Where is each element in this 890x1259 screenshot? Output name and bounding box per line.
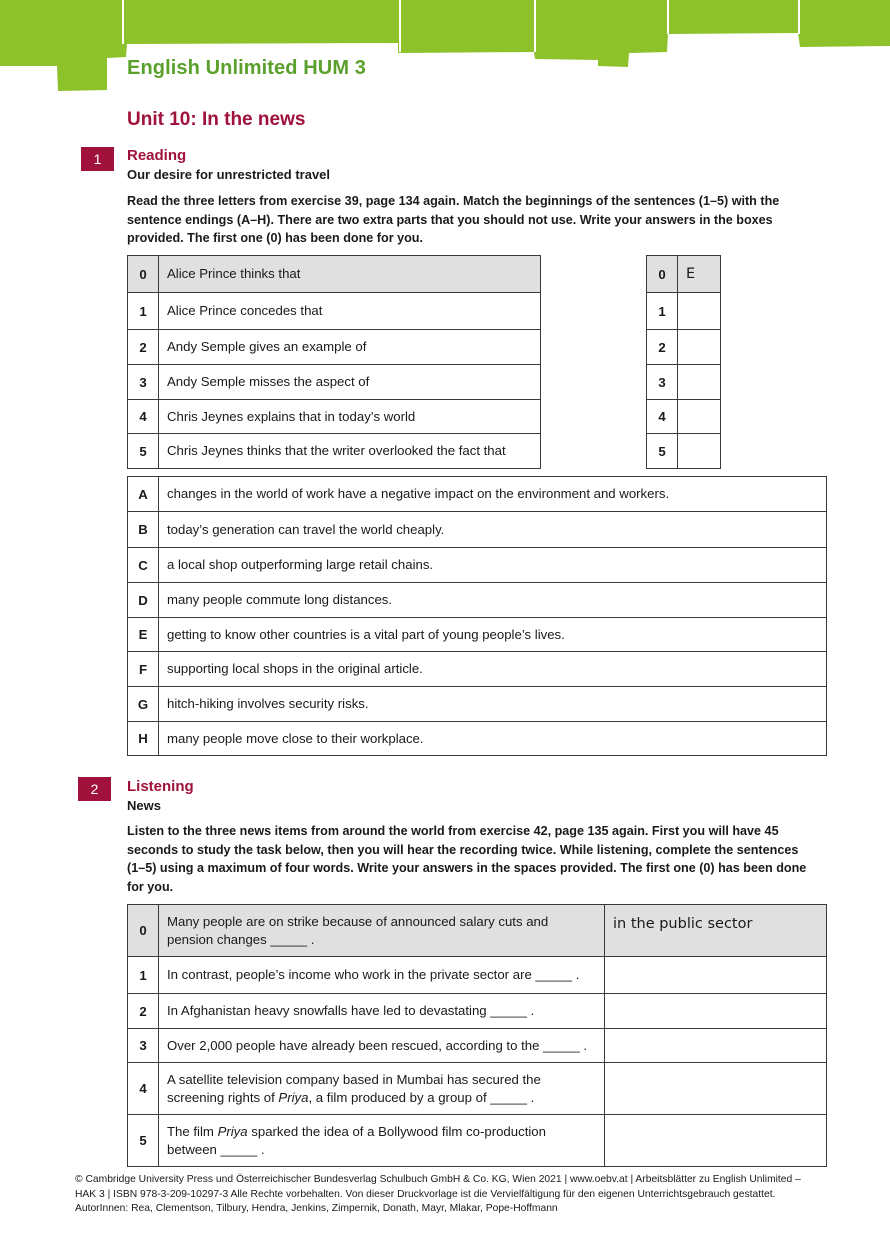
answer-number: 3	[647, 365, 678, 400]
sentence-part: A satellite television company based in Mumbai has secured the screening rights of	[167, 1071, 541, 1105]
sentence-beginning: Chris Jeynes thinks that the writer overlooked the fact that	[159, 434, 541, 469]
item-letter: A	[128, 477, 159, 512]
item-letter: G	[128, 687, 159, 722]
copyright-footer	[75, 1173, 815, 1217]
table-row	[128, 1115, 827, 1167]
answer-number: 0	[647, 256, 678, 293]
table-row	[128, 722, 827, 756]
item-number: 2	[128, 330, 159, 365]
footer-copyright: © Cambridge University Press und Österreichischer Bundesverlag Schulbuch GmbH & Co. KG, Wien 2021 | www.oebv.at | Arbeitsblätter zu English Unlimited – HAK 3 | ISBN 978-3-209-10297-3 Alle Rechte vorbehalten. Von dieser Druckvorlage ist die Vervielfältigung für den eigenen Unterrichtsgebrauch gestattet.	[75, 1174, 801, 1200]
table-row	[128, 477, 827, 512]
sentence-text	[159, 994, 605, 1029]
table-row	[647, 434, 721, 469]
sentence-ending: a local shop outperforming large retail chains.	[159, 548, 827, 583]
sentence-ending: supporting local shops in the original article.	[159, 652, 827, 687]
item-letter: D	[128, 583, 159, 618]
sentence-beginning: Alice Prince thinks that	[159, 256, 541, 293]
answer-field[interactable]	[605, 1029, 827, 1063]
sentence-ending: hitch-hiking involves security risks.	[159, 687, 827, 722]
item-number: 0	[128, 256, 159, 293]
table-row	[647, 400, 721, 434]
sentence-part: Over 2,000 people have already been rescued, according to the _____ .	[167, 1037, 588, 1053]
sentence-part: , a film produced by a group of _____ .	[308, 1089, 535, 1105]
answer-boxes-table	[646, 255, 721, 469]
table-row	[128, 548, 827, 583]
section-number-badge: 2	[78, 777, 111, 801]
answer-box[interactable]	[678, 434, 721, 469]
sentence-text	[159, 1115, 605, 1167]
footer-authors: AutorInnen: Rea, Clementson, Tilbury, Hendra, Jenkins, Zimpernik, Donath, Mayr, Mlakar, Pope-Hoffmann	[75, 1203, 558, 1214]
answer-field[interactable]	[605, 1115, 827, 1167]
sentence-ending: changes in the world of work have a negative impact on the environment and workers.	[159, 477, 827, 512]
sentence-ending: getting to know other countries is a vital part of young people’s lives.	[159, 618, 827, 652]
answer-box[interactable]: E	[678, 256, 721, 293]
item-number: 5	[128, 1115, 159, 1167]
answer-number: 4	[647, 400, 678, 434]
listening-table	[127, 904, 827, 1167]
answer-number: 2	[647, 330, 678, 365]
section-instructions: Listen to the three news items from around the world from exercise 42, page 135 again. First you will have 45 seconds to study the task below, then you will hear the recording twice. While listening, complete the sentences (1–5) using a maximum of four words. Write your answers in the spaces provided. The first one (0) has been done for you.	[127, 824, 807, 894]
table-row	[128, 365, 541, 400]
sentence-part: sparked the idea of a Bollywood film co-production between _____ .	[167, 1123, 546, 1157]
sentence-part: In Afghanistan heavy snowfalls have led to devastating _____ .	[167, 1003, 535, 1018]
table-row	[128, 905, 827, 957]
sentence-ending: many people commute long distances.	[159, 583, 827, 618]
table-row	[128, 1063, 827, 1115]
table-row	[128, 687, 827, 722]
table-row	[647, 293, 721, 330]
table-row	[128, 994, 827, 1029]
answer-field[interactable]	[605, 957, 827, 994]
section-title: Listening	[127, 778, 194, 795]
film-title: Priya	[278, 1089, 309, 1105]
sentence-part: In contrast, people’s income who work in the private sector are _____ .	[167, 967, 580, 982]
item-number: 2	[128, 994, 159, 1029]
table-row	[128, 434, 541, 469]
table-row	[647, 365, 721, 400]
item-number: 1	[128, 293, 159, 330]
sentence-text	[159, 1063, 605, 1115]
answer-number: 5	[647, 434, 678, 469]
item-letter: B	[128, 512, 159, 548]
sentence-ending: many people move close to their workplace.	[159, 722, 827, 756]
item-letter: H	[128, 722, 159, 756]
table-row	[128, 400, 541, 434]
answer-field[interactable]	[605, 994, 827, 1029]
item-letter: F	[128, 652, 159, 687]
unit-title: Unit 10: In the news	[127, 109, 306, 130]
sentence-text	[159, 905, 605, 957]
film-title: Priya	[217, 1123, 248, 1139]
sentence-ending: today’s generation can travel the world cheaply.	[159, 512, 827, 548]
answer-field[interactable]: in the public sector	[605, 905, 827, 957]
sentence-beginnings-table	[127, 255, 541, 469]
table-row	[647, 330, 721, 365]
answer-box[interactable]	[678, 293, 721, 330]
section-subtitle: News	[127, 798, 161, 813]
sentence-part: The film	[167, 1123, 218, 1139]
sentence-beginning: Andy Semple gives an example of	[159, 330, 541, 365]
sentence-text	[159, 1029, 605, 1063]
section-number-badge: 1	[81, 147, 114, 171]
table-row	[647, 256, 721, 293]
table-row	[128, 957, 827, 994]
item-number: 4	[128, 1063, 159, 1115]
answer-box[interactable]	[678, 365, 721, 400]
sentence-endings-table	[127, 476, 827, 756]
table-row	[128, 512, 827, 548]
brand-title: English Unlimited HUM 3	[127, 57, 366, 79]
answer-box[interactable]	[678, 400, 721, 434]
header-banner	[0, 0, 890, 95]
sentence-beginning: Andy Semple misses the aspect of	[159, 365, 541, 400]
table-row	[128, 256, 541, 293]
item-letter: C	[128, 548, 159, 583]
answer-field[interactable]	[605, 1063, 827, 1115]
table-row	[128, 1029, 827, 1063]
section-instructions: Read the three letters from exercise 39, page 134 again. Match the beginnings of the sentences (1–5) with the sentence endings (A–H). There are two extra parts that you should not use. Write your answers in the boxes provided. The first one (0) has been done for you.	[127, 194, 780, 245]
sentence-beginning: Chris Jeynes explains that in today’s world	[159, 400, 541, 434]
item-number: 3	[128, 365, 159, 400]
table-row	[128, 330, 541, 365]
answer-box[interactable]	[678, 330, 721, 365]
section-subtitle: Our desire for unrestricted travel	[127, 167, 331, 182]
item-number: 0	[128, 905, 159, 957]
sentence-text	[159, 957, 605, 994]
sentence-part: Many people are on strike because of announced salary cuts and pension changes _____ .	[167, 913, 549, 947]
table-row	[128, 652, 827, 687]
section-title: Reading	[127, 147, 187, 164]
item-number: 4	[128, 400, 159, 434]
answer-number: 1	[647, 293, 678, 330]
item-number: 5	[128, 434, 159, 469]
table-row	[128, 293, 541, 330]
table-row	[128, 618, 827, 652]
item-letter: E	[128, 618, 159, 652]
item-number: 3	[128, 1029, 159, 1063]
item-number: 1	[128, 957, 159, 994]
sentence-beginning: Alice Prince concedes that	[159, 293, 541, 330]
table-row	[128, 583, 827, 618]
